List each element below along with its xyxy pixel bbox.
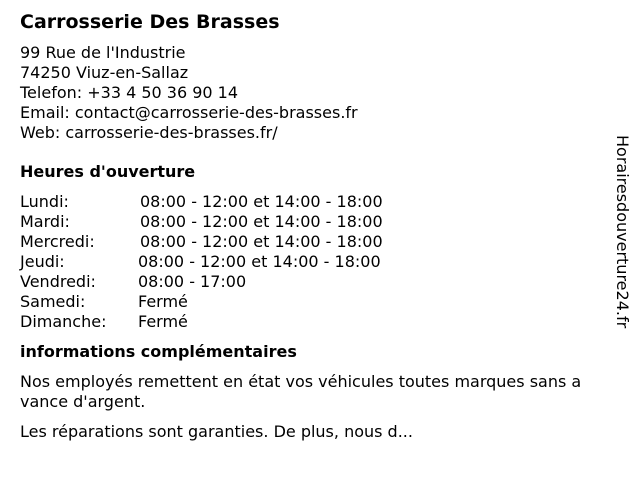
hours-time: 08:00 - 12:00 et 14:00 - 18:00 (140, 192, 383, 211)
hours-day: Samedi: (20, 292, 86, 311)
hours-row-wednesday (20, 232, 620, 252)
web-line: Web: carrosserie-des-brasses.fr/ (20, 123, 278, 142)
business-name: Carrosserie Des Brasses (20, 11, 280, 33)
hours-day: Vendredi: (20, 272, 96, 291)
hours-row-friday (20, 272, 620, 292)
hours-time: Fermé (138, 292, 188, 311)
hours-time: 08:00 - 12:00 et 14:00 - 18:00 (138, 252, 381, 271)
opening-hours-table (20, 192, 620, 332)
hours-time: Fermé (138, 312, 188, 331)
business-card (20, 10, 620, 452)
hours-time: 08:00 - 12:00 et 14:00 - 18:00 (140, 212, 383, 231)
hours-time: 08:00 - 17:00 (138, 272, 247, 291)
hours-time: 08:00 - 12:00 et 14:00 - 18:00 (140, 232, 383, 251)
email-line: Email: contact@carrosserie-des-brasses.fr (20, 103, 358, 122)
additional-info-paragraph-truncated: Les réparations sont garanties. De plus, nous d... (20, 422, 413, 441)
site-watermark: Horairesdouverture24.fr (613, 135, 632, 329)
hours-row-thursday (20, 252, 620, 272)
address-city: 74250 Viuz-en-Sallaz (20, 63, 189, 82)
hours-day: Jeudi: (20, 252, 65, 271)
hours-day: Lundi: (20, 192, 69, 211)
hours-day: Mercredi: (20, 232, 95, 251)
hours-row-saturday (20, 292, 620, 312)
hours-day: Dimanche: (20, 312, 107, 331)
hours-day: Mardi: (20, 212, 70, 231)
hours-row-monday (20, 192, 620, 212)
hours-row-sunday (20, 312, 620, 332)
phone-line: Telefon: +33 4 50 36 90 14 (20, 83, 239, 102)
opening-hours-title: Heures d'ouverture (20, 162, 196, 181)
additional-info-title: informations complémentaires (20, 342, 297, 361)
hours-row-tuesday (20, 212, 620, 232)
additional-info-paragraph: Nos employés remettent en état vos véhicules toutes marques sans a vance d'argent. (20, 372, 582, 411)
address-street: 99 Rue de l'Industrie (20, 43, 186, 62)
